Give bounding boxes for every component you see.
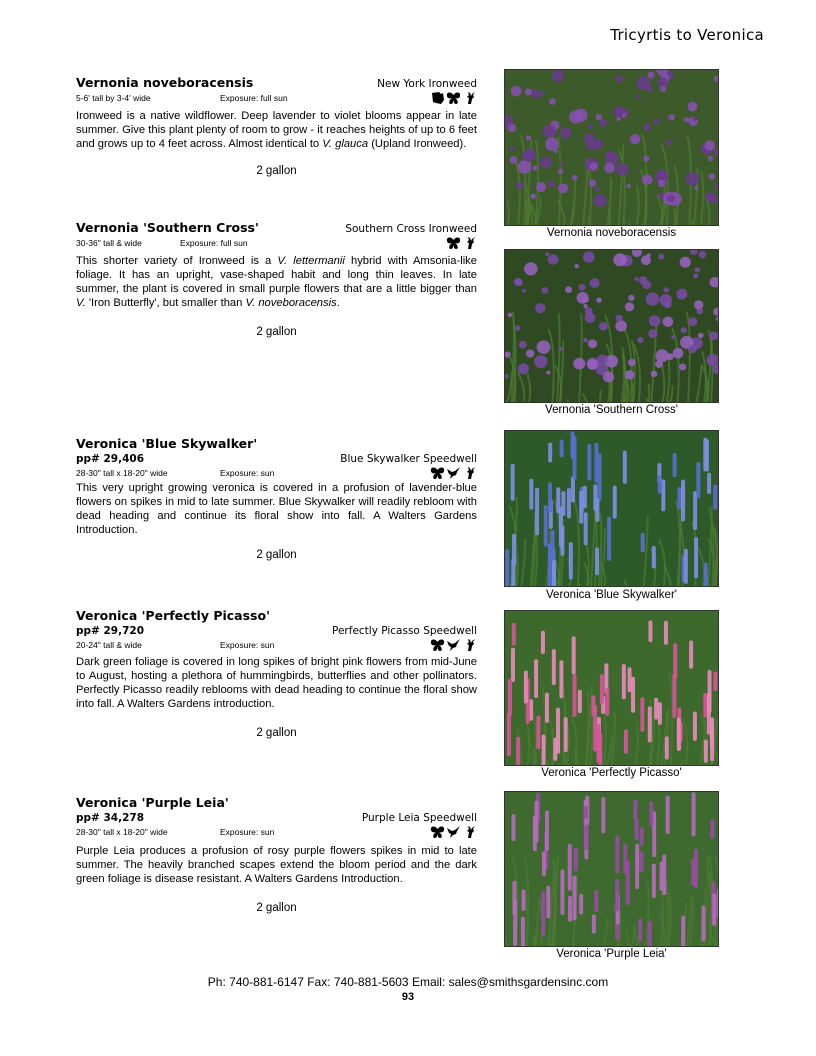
photo-caption: Vernonia 'Southern Cross' xyxy=(545,404,678,416)
exposure: Exposure: sun xyxy=(220,468,275,478)
contact-footer: Ph: 740-881-6147 Fax: 740-881-5603 Email: sales@smithsgardensinc.com xyxy=(207,975,609,989)
plant-entry xyxy=(76,436,477,561)
plant-photo xyxy=(504,430,719,587)
plant-size: 28-30" tall x 18-20" wide xyxy=(76,468,168,478)
plant-size: 30-36" tall & wide xyxy=(76,238,142,248)
photo-caption: Veronica 'Blue Skywalker' xyxy=(546,589,677,601)
pot-size: 2 gallon xyxy=(256,727,297,739)
pot-size: 2 gallon xyxy=(256,165,297,177)
attribute-icons xyxy=(430,638,477,652)
butterfly-icon xyxy=(446,236,461,250)
deer-resistant-icon xyxy=(462,466,477,480)
plant-photo xyxy=(504,249,719,403)
patent-number: pp# 29,720 xyxy=(76,625,145,637)
attribute-icons xyxy=(430,91,477,105)
common-name: Southern Cross Ironweed xyxy=(345,223,477,235)
hummingbird-icon xyxy=(446,638,461,652)
attribute-icons xyxy=(430,466,477,480)
hummingbird-icon xyxy=(446,825,461,839)
plant-description: This very upright growing veronica is covered in a profusion of lavender-blue flowers on spikes in mid to late summer. Blue Skywalker will readily rebloom with dead heading and continue its floral show into fall. A Walters Gardens Introduction. xyxy=(76,482,477,536)
butterfly-icon xyxy=(430,825,445,839)
butterfly-icon xyxy=(430,638,445,652)
deer-resistant-icon xyxy=(462,91,477,105)
pot-size: 2 gallon xyxy=(256,326,297,338)
exposure: Exposure: full sun xyxy=(220,93,288,103)
scientific-name: Veronica 'Purple Leia' xyxy=(76,795,229,810)
plant-photo xyxy=(504,791,719,947)
plant-photo-image xyxy=(505,611,718,765)
deer-resistant-icon xyxy=(462,236,477,250)
photo-caption: Veronica 'Perfectly Picasso' xyxy=(541,767,682,779)
hummingbird-icon xyxy=(446,466,461,480)
plant-entry xyxy=(76,220,477,338)
common-name: New York Ironweed xyxy=(377,78,477,90)
common-name: Perfectly Picasso Speedwell xyxy=(332,625,477,637)
scientific-name: Vernonia noveboracensis xyxy=(76,75,254,90)
exposure: Exposure: sun xyxy=(220,827,275,837)
plant-entry xyxy=(76,795,477,914)
attribute-icons xyxy=(446,236,477,250)
page-section-title: Tricyrtis to Veronica xyxy=(610,26,764,44)
pot-size: 2 gallon xyxy=(256,549,297,561)
patent-number: pp# 29,406 xyxy=(76,453,145,465)
plant-photo-image xyxy=(505,792,718,946)
plant-entry xyxy=(76,75,477,177)
deer-resistant-icon xyxy=(462,638,477,652)
scientific-name: Veronica 'Perfectly Picasso' xyxy=(76,608,270,623)
plant-size: 5-6' tall by 3-4' wide xyxy=(76,93,151,103)
plant-size: 20-24" tall & wide xyxy=(76,640,142,650)
deer-resistant-icon xyxy=(462,825,477,839)
plant-description: Ironweed is a native wildflower. Deep lavender to violet blooms appear in late summer. Give this plant plenty of room to grow - it reaches heights of up to 6 feet and grows up to 4 feet across. Almost identical to V. glauca (Upland Ironweed). xyxy=(76,110,477,150)
patent-number: pp# 34,278 xyxy=(76,812,145,824)
butterfly-icon xyxy=(446,91,461,105)
scientific-name: Vernonia 'Southern Cross' xyxy=(76,220,259,235)
photo-caption: Vernonia noveboracensis xyxy=(546,227,677,239)
plant-photo-image xyxy=(505,431,718,586)
plant-photo-image xyxy=(505,70,718,225)
plant-photo xyxy=(504,69,719,226)
exposure: Exposure: sun xyxy=(220,640,275,650)
plant-description: Purple Leia produces a profusion of rosy purple flowers spikes in mid to late summer. The heavily branched scapes extend the bloom period and the dark green foliage is disease resistant. A Walters Gardens Introduction. xyxy=(76,845,477,885)
plant-description: Dark green foliage is covered in long spikes of bright pink flowers from mid-June to August, hosting a plethora of hummingbirds, butterflies and other pollinators. Perfectly Picasso readily reblooms with dead heading to continue the floral show into fall. A Walters Gardens introduction. xyxy=(76,656,477,710)
plant-description: This shorter variety of Ironweed is a V. lettermanii hybrid with Amsonia-like foliage. It has an upright, vase-shaped habit and long thin leaves. In late summer, the plant is covered in small purple flowers that are a little bigger than V. 'Iron Butterfly', but smaller than V. noveboracensis. xyxy=(76,255,477,309)
butterfly-icon xyxy=(430,466,445,480)
plant-photo xyxy=(504,610,719,766)
common-name: Blue Skywalker Speedwell xyxy=(340,453,477,465)
plant-size: 28-30" tall x 18-20" wide xyxy=(76,827,168,837)
ohio-native-icon xyxy=(430,91,445,105)
plant-photo-image xyxy=(505,250,718,402)
attribute-icons xyxy=(430,825,477,839)
scientific-name: Veronica 'Blue Skywalker' xyxy=(76,436,258,451)
pot-size: 2 gallon xyxy=(256,902,297,914)
page-number: 93 xyxy=(401,991,415,1003)
exposure: Exposure: full sun xyxy=(180,238,248,248)
plant-entry xyxy=(76,608,477,739)
common-name: Purple Leia Speedwell xyxy=(361,812,477,824)
photo-caption: Veronica 'Purple Leia' xyxy=(556,948,667,960)
